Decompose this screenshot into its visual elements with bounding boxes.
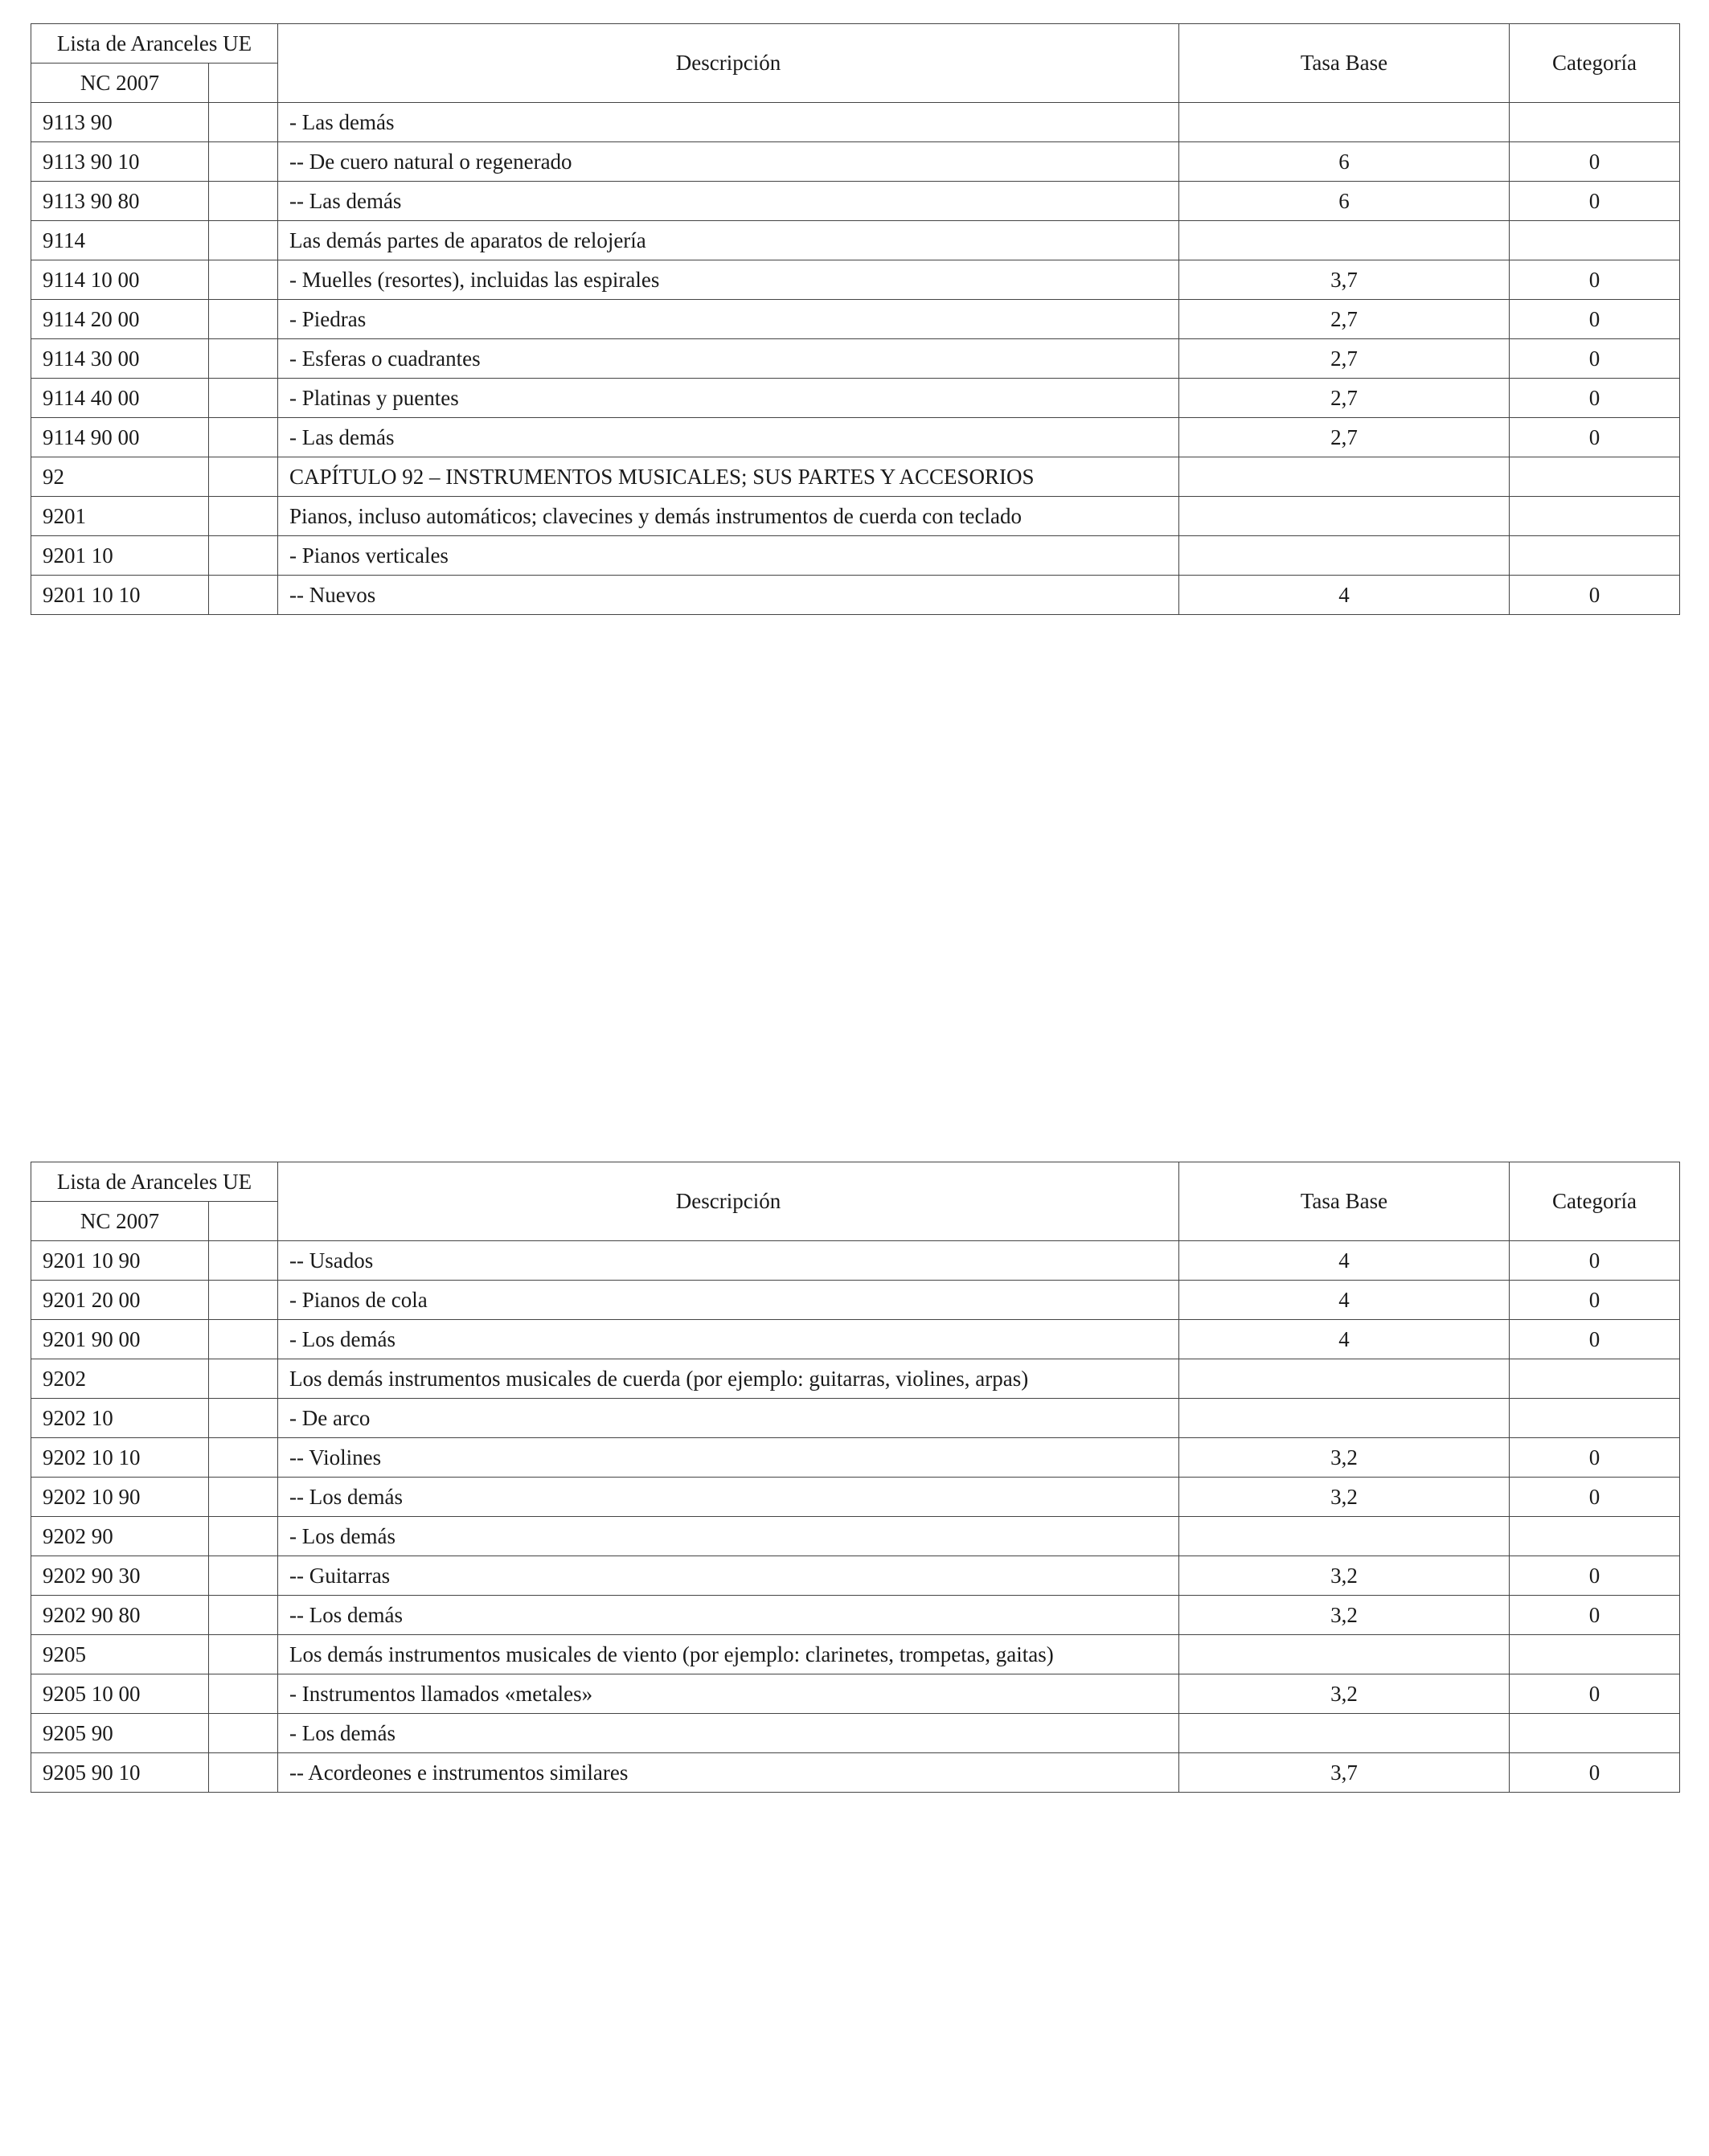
table-row <box>31 1320 1680 1359</box>
cell-sub <box>209 260 278 300</box>
cell-tasa-base: 2,7 <box>1179 418 1510 457</box>
cell-categoria: 0 <box>1510 300 1680 339</box>
cell-tasa-base: 3,7 <box>1179 1753 1510 1793</box>
cell-description: -- Las demás <box>278 182 1179 221</box>
header-categoria: Categoría <box>1510 1162 1680 1241</box>
table-row <box>31 260 1680 300</box>
cell-tasa-base: 3,2 <box>1179 1438 1510 1478</box>
cell-description: - De arco <box>278 1399 1179 1438</box>
cell-code: 9113 90 <box>31 103 209 142</box>
cell-code: 9202 10 10 <box>31 1438 209 1478</box>
cell-tasa-base <box>1179 221 1510 260</box>
cell-sub <box>209 1517 278 1556</box>
cell-sub <box>209 1438 278 1478</box>
cell-sub <box>209 536 278 576</box>
cell-code: 9201 10 <box>31 536 209 576</box>
cell-code: 9201 10 90 <box>31 1241 209 1281</box>
cell-sub <box>209 379 278 418</box>
cell-description: - Piedras <box>278 300 1179 339</box>
cell-sub <box>209 1556 278 1596</box>
cell-sub <box>209 300 278 339</box>
cell-categoria: 0 <box>1510 1674 1680 1714</box>
cell-code: 9201 90 00 <box>31 1320 209 1359</box>
tariff-table-1 <box>31 23 1680 615</box>
cell-sub <box>209 221 278 260</box>
cell-categoria <box>1510 103 1680 142</box>
cell-tasa-base <box>1179 497 1510 536</box>
cell-sub <box>209 1241 278 1281</box>
table-row <box>31 418 1680 457</box>
cell-code: 9205 90 10 <box>31 1753 209 1793</box>
cell-code: 9114 90 00 <box>31 418 209 457</box>
cell-tasa-base: 3,2 <box>1179 1596 1510 1635</box>
table-row <box>31 1517 1680 1556</box>
cell-tasa-base: 6 <box>1179 142 1510 182</box>
cell-code: 9114 30 00 <box>31 339 209 379</box>
cell-tasa-base: 2,7 <box>1179 300 1510 339</box>
cell-code: 9114 10 00 <box>31 260 209 300</box>
table-row <box>31 497 1680 536</box>
cell-description: -- De cuero natural o regenerado <box>278 142 1179 182</box>
cell-code: 9205 90 <box>31 1714 209 1753</box>
header-nc: NC 2007 <box>31 1202 209 1241</box>
header-descripcion: Descripción <box>278 1162 1179 1241</box>
table-row <box>31 103 1680 142</box>
cell-code: 9114 20 00 <box>31 300 209 339</box>
cell-description: -- Violines <box>278 1438 1179 1478</box>
header-tasa-base: Tasa Base <box>1179 24 1510 103</box>
header-lista: Lista de Aranceles UE <box>31 1162 278 1202</box>
cell-code: 9113 90 80 <box>31 182 209 221</box>
cell-description: -- Acordeones e instrumentos similares <box>278 1753 1179 1793</box>
cell-code: 9202 10 90 <box>31 1478 209 1517</box>
cell-code: 9202 90 30 <box>31 1556 209 1596</box>
cell-categoria: 0 <box>1510 182 1680 221</box>
cell-categoria: 0 <box>1510 260 1680 300</box>
cell-sub <box>209 497 278 536</box>
table-row <box>31 300 1680 339</box>
table-row <box>31 1674 1680 1714</box>
table-row <box>31 221 1680 260</box>
cell-description: - Platinas y puentes <box>278 379 1179 418</box>
table-row <box>31 1438 1680 1478</box>
table-row <box>31 457 1680 497</box>
cell-description: -- Guitarras <box>278 1556 1179 1596</box>
table-row <box>31 576 1680 615</box>
cell-categoria <box>1510 497 1680 536</box>
table-row <box>31 1281 1680 1320</box>
cell-code: 9114 40 00 <box>31 379 209 418</box>
cell-categoria <box>1510 1635 1680 1674</box>
cell-tasa-base <box>1179 457 1510 497</box>
cell-description: -- Los demás <box>278 1478 1179 1517</box>
cell-categoria: 0 <box>1510 576 1680 615</box>
cell-description: - Los demás <box>278 1714 1179 1753</box>
cell-sub <box>209 1399 278 1438</box>
table-row <box>31 1399 1680 1438</box>
cell-sub <box>209 1281 278 1320</box>
cell-description: Los demás instrumentos musicales de cuerda (por ejemplo: guitarras, violines, arpas) <box>278 1359 1179 1399</box>
cell-code: 9202 <box>31 1359 209 1399</box>
cell-code: 9205 10 00 <box>31 1674 209 1714</box>
cell-description: - Instrumentos llamados «metales» <box>278 1674 1179 1714</box>
cell-categoria <box>1510 1399 1680 1438</box>
cell-description: -- Los demás <box>278 1596 1179 1635</box>
cell-categoria <box>1510 221 1680 260</box>
cell-tasa-base: 4 <box>1179 1320 1510 1359</box>
tariff-table-2 <box>31 1162 1680 1793</box>
table-row <box>31 1359 1680 1399</box>
table-row <box>31 1556 1680 1596</box>
cell-categoria <box>1510 1714 1680 1753</box>
table-row <box>31 339 1680 379</box>
cell-sub <box>209 1478 278 1517</box>
table-row <box>31 1478 1680 1517</box>
cell-tasa-base <box>1179 1635 1510 1674</box>
cell-sub <box>209 1753 278 1793</box>
table-row <box>31 379 1680 418</box>
cell-description: - Los demás <box>278 1517 1179 1556</box>
cell-tasa-base: 2,7 <box>1179 339 1510 379</box>
table-row <box>31 1241 1680 1281</box>
cell-description: -- Nuevos <box>278 576 1179 615</box>
table-body <box>31 1241 1680 1793</box>
cell-sub <box>209 339 278 379</box>
cell-categoria: 0 <box>1510 1556 1680 1596</box>
cell-code: 9202 90 80 <box>31 1596 209 1635</box>
cell-description: - Esferas o cuadrantes <box>278 339 1179 379</box>
table-row <box>31 1753 1680 1793</box>
cell-code: 9201 20 00 <box>31 1281 209 1320</box>
cell-code: 9113 90 10 <box>31 142 209 182</box>
cell-sub <box>209 457 278 497</box>
cell-description: Las demás partes de aparatos de relojería <box>278 221 1179 260</box>
header-descripcion: Descripción <box>278 24 1179 103</box>
cell-description: -- Usados <box>278 1241 1179 1281</box>
cell-categoria <box>1510 1517 1680 1556</box>
table-row <box>31 182 1680 221</box>
cell-code: 9202 10 <box>31 1399 209 1438</box>
cell-description: CAPÍTULO 92 – INSTRUMENTOS MUSICALES; SUS PARTES Y ACCESORIOS <box>278 457 1179 497</box>
table-row <box>31 142 1680 182</box>
cell-tasa-base <box>1179 1399 1510 1438</box>
cell-categoria: 0 <box>1510 1241 1680 1281</box>
cell-sub <box>209 1359 278 1399</box>
cell-description: - Pianos de cola <box>278 1281 1179 1320</box>
cell-description: - Los demás <box>278 1320 1179 1359</box>
cell-categoria: 0 <box>1510 1596 1680 1635</box>
cell-sub <box>209 1674 278 1714</box>
cell-code: 9202 90 <box>31 1517 209 1556</box>
table-row <box>31 1596 1680 1635</box>
cell-code: 9201 <box>31 497 209 536</box>
table-row <box>31 1714 1680 1753</box>
table-row <box>31 536 1680 576</box>
header-nc: NC 2007 <box>31 64 209 103</box>
cell-categoria: 0 <box>1510 339 1680 379</box>
cell-description: - Muelles (resortes), incluidas las espirales <box>278 260 1179 300</box>
header-nc-blank <box>209 64 278 103</box>
cell-description: Los demás instrumentos musicales de viento (por ejemplo: clarinetes, trompetas, gaitas) <box>278 1635 1179 1674</box>
cell-description: Pianos, incluso automáticos; clavecines y demás instrumentos de cuerda con teclado <box>278 497 1179 536</box>
cell-sub <box>209 1320 278 1359</box>
table-body <box>31 103 1680 615</box>
header-categoria: Categoría <box>1510 24 1680 103</box>
cell-categoria <box>1510 1359 1680 1399</box>
cell-tasa-base: 4 <box>1179 576 1510 615</box>
cell-code: 9201 10 10 <box>31 576 209 615</box>
cell-description: - Las demás <box>278 418 1179 457</box>
cell-tasa-base <box>1179 1714 1510 1753</box>
cell-tasa-base: 6 <box>1179 182 1510 221</box>
cell-description: - Las demás <box>278 103 1179 142</box>
cell-tasa-base: 3,2 <box>1179 1556 1510 1596</box>
cell-code: 9205 <box>31 1635 209 1674</box>
cell-tasa-base: 3,2 <box>1179 1674 1510 1714</box>
cell-sub <box>209 1635 278 1674</box>
cell-categoria: 0 <box>1510 379 1680 418</box>
cell-code: 92 <box>31 457 209 497</box>
cell-tasa-base: 3,2 <box>1179 1478 1510 1517</box>
cell-tasa-base: 4 <box>1179 1281 1510 1320</box>
cell-categoria <box>1510 457 1680 497</box>
cell-sub <box>209 418 278 457</box>
cell-categoria: 0 <box>1510 1438 1680 1478</box>
cell-tasa-base: 2,7 <box>1179 379 1510 418</box>
cell-sub <box>209 103 278 142</box>
table-row <box>31 1635 1680 1674</box>
cell-sub <box>209 142 278 182</box>
cell-categoria: 0 <box>1510 1320 1680 1359</box>
cell-categoria <box>1510 536 1680 576</box>
cell-categoria: 0 <box>1510 1753 1680 1793</box>
cell-tasa-base <box>1179 1359 1510 1399</box>
cell-description: - Pianos verticales <box>278 536 1179 576</box>
cell-code: 9114 <box>31 221 209 260</box>
cell-sub <box>209 182 278 221</box>
cell-sub <box>209 1596 278 1635</box>
cell-tasa-base: 3,7 <box>1179 260 1510 300</box>
cell-categoria: 0 <box>1510 142 1680 182</box>
cell-categoria: 0 <box>1510 1281 1680 1320</box>
cell-tasa-base <box>1179 103 1510 142</box>
header-lista: Lista de Aranceles UE <box>31 24 278 64</box>
cell-tasa-base: 4 <box>1179 1241 1510 1281</box>
cell-sub <box>209 1714 278 1753</box>
cell-categoria: 0 <box>1510 418 1680 457</box>
header-tasa-base: Tasa Base <box>1179 1162 1510 1241</box>
cell-categoria: 0 <box>1510 1478 1680 1517</box>
header-nc-blank <box>209 1202 278 1241</box>
cell-tasa-base <box>1179 536 1510 576</box>
cell-sub <box>209 576 278 615</box>
cell-tasa-base <box>1179 1517 1510 1556</box>
